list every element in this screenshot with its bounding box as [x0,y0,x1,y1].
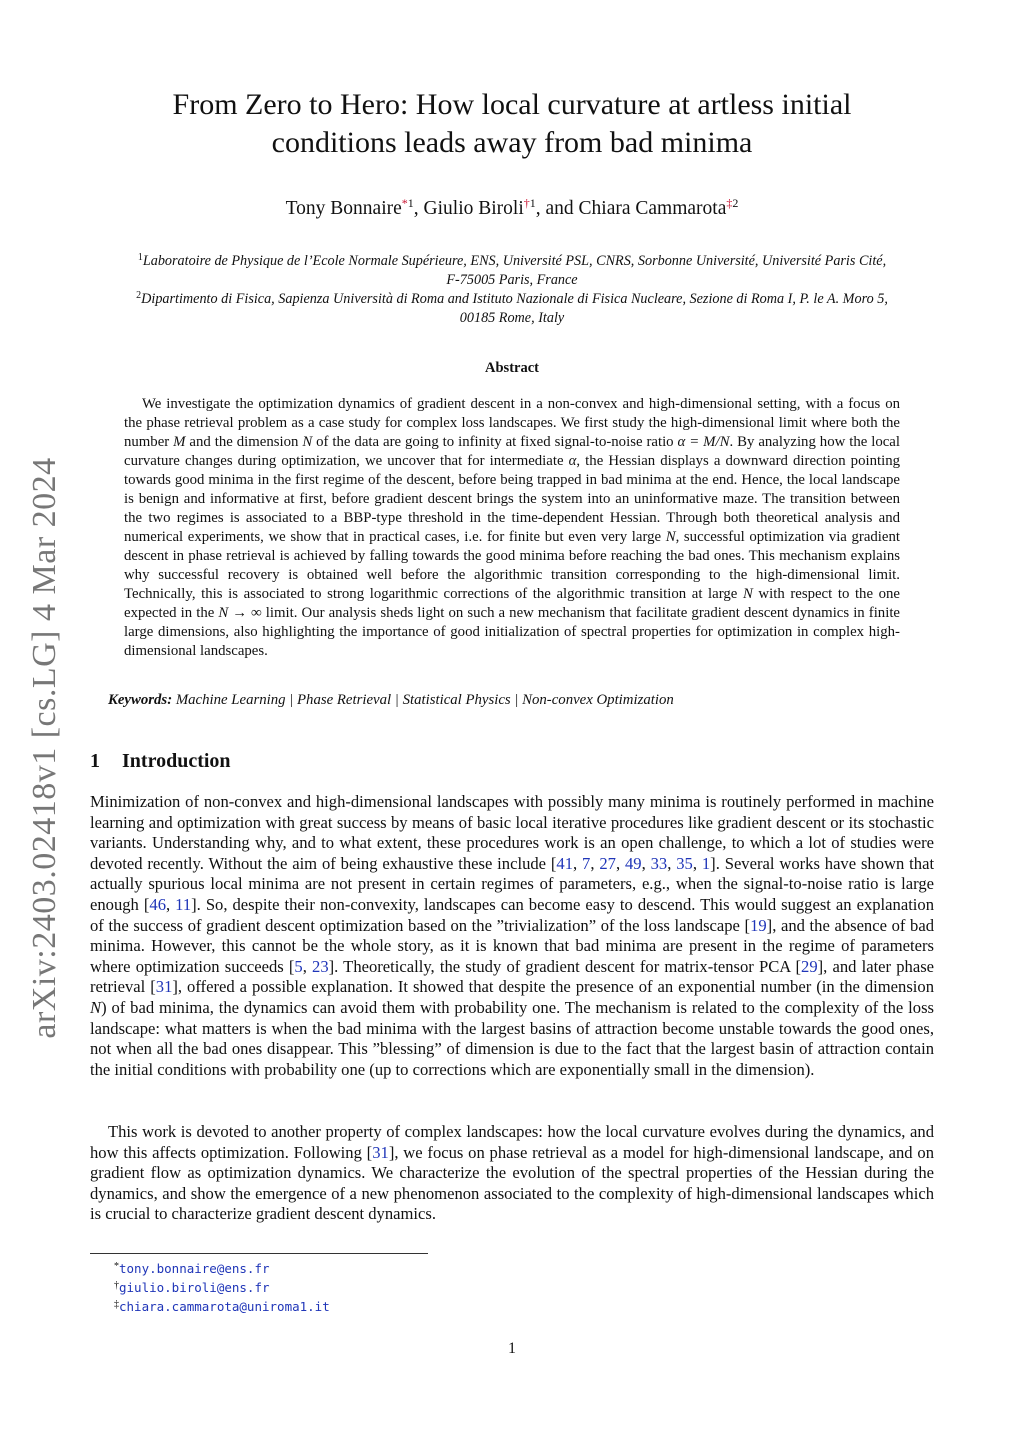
math-symbol: N [742,586,753,602]
author-separator: , [413,198,424,219]
affiliation-line: Dipartimento di Fisica, Sapienza Università di Roma and Istituto Nazionale di Fisica Nucleare, Sezione di Roma I, P. le A. Moro 5, [141,291,888,307]
intro-paragraph-1: Minimization of non-convex and high-dimensional landscapes with possibly many minima is routinely performed in machine learning and optimization with great success by means of basic local iterative procedures like gradient descent or its stochastic variants. Understanding why, and to what extent, these procedures work is an open challenge, to which a lot of studies were devoted recently. Without the aim of being exhaustive these include [41, 7, 27, 49, 33, 35, 1]. Several works have shown that actually spurious local minima are not present in certain regimes of parameters, e.g., when the signal-to-noise ratio is large enough [46, 11]. So, despite their non-convexity, landscapes can become easy to descend. This would suggest an explanation of the success of gradient descent optimization based on the ”trivialization” of the loss landscape [19], and the absence of bad minima. However, this cannot be the whole story, as it is known that bad minima are present in the regime of parameters where optimization succeeds [5, 23]. Theoretically, the study of gradient descent for matrix-tensor PCA [29], and later phase retrieval [31], offered a possible explanation. It showed that despite the presence of an exponential number (in the dimension N) of bad minima, the dynamics can avoid them with probability one. The mechanism is related to the complexity of the loss landscape: what matters is when the bad minima with the largest basins of attraction become unstable towards the good ones, not when all the bad ones disappear. This ”blessing” of dimension is due to the fact that the largest basin of attraction contain the initial conditions with probability one (up to corrections which are exponentially small in the dimension). [90,792,935,1079]
math-symbol: N [90,997,102,1017]
affiliation-1 [90,248,934,290]
keywords-line [108,692,928,709]
paper-title-line-1: From Zero to Hero: How local curvature at artless initial [172,88,852,121]
keywords-label: Keywords: [108,692,173,708]
section-title: Introduction [122,750,231,772]
author-name: Tony Bonnaire [285,198,402,219]
abstract-heading: Abstract [485,360,539,376]
footnote-mark: † [114,1280,119,1291]
email-link[interactable]: giulio.biroli@ens.fr [119,1280,270,1295]
citation-link[interactable]: 19 [750,915,767,935]
author-name: Chiara Cammarota [578,198,727,219]
citation-link[interactable]: 46 [149,894,166,914]
math-symbol: M [173,434,186,450]
author-list [100,196,924,220]
citation-link[interactable]: 27 [599,853,616,873]
footnote-divider [90,1253,428,1254]
section-number: 1 [90,750,100,772]
footnote-mark: * [114,1261,119,1272]
citation-link[interactable]: 41 [556,853,574,873]
footnote-mark: ‡ [114,1299,119,1310]
footnotes [114,1258,614,1315]
citation-link[interactable]: 35 [676,853,693,873]
math-expression: α = M/N [677,434,730,450]
affiliation-2 [90,286,934,328]
affiliation-line: 00185 Rome, Italy [459,310,565,326]
arxiv-identifier: arXiv:2403.02418v1 [cs.LG] 4 Mar 2024 [26,456,63,1039]
abstract-text: We investigate the optimization dynamics of gradient descent in a non-convex and high-dimensional setting, with a focus on the phase retrieval problem as a case study for complex loss landscapes. We first study the high-dimensional limit where both the number M and the dimension N of the data are going to infinity at fixed signal-to-noise ratio α = M/N. By analyzing how the local curvature changes during optimization, we uncover that for intermediate α, the Hessian displays a downward direction pointing towards good minima in the first regime of the descent, before being trapped in bad minima at the end. Hence, the local landscape is benign and informative at first, before gradient descent brings the system into an uninformative maze. The transition between the two regimes is associated to a BBP-type threshold in the time-dependent Hessian. Through both theoretical analysis and numerical experiments, we show that in practical cases, i.e. for finite but even very large N, successful optimization via gradient descent in phase retrieval is achieved by falling towards the good minima before reaching the bad ones. This mechanism explains why successful recovery is obtained well before the algorithmic transition corresponding to the high-dimensional limit. Technically, this is associated to strong logarithmic corrections of the algorithmic transition at large N with respect to the one expected in the N → ∞ limit. Our analysis sheds light on such a new mechanism that facilitate gradient descent dynamics in finite large dimensions, also highlighting the importance of good initialization of spectral properties for optimization in complex high-dimensional landscapes. [124,396,900,659]
author-mark: ‡ [726,196,733,210]
author-name: Giulio Biroli [423,198,524,219]
citation-link[interactable]: 23 [312,956,329,976]
keywords-values: Machine Learning | Phase Retrieval | Statistical Physics | Non-convex Optimization [175,692,674,708]
email-link[interactable]: chiara.cammarota@uniroma1.it [119,1299,330,1314]
citation-link[interactable]: 31 [372,1142,389,1162]
arxiv-sidebar [14,455,76,1040]
section-heading-introduction [90,750,490,773]
math-expression: N → ∞ [218,605,262,621]
math-symbol: N [302,434,313,450]
author-affil-number: 1 [407,196,414,210]
affiliation-line: F-75005 Paris, France [446,272,578,288]
citation-link[interactable]: 29 [801,956,818,976]
author-affil-number: 2 [732,196,739,210]
math-symbol: α [568,453,577,469]
affiliation-number: 2 [136,290,142,301]
author-mark: * [401,196,408,210]
intro-paragraph-2: This work is devoted to another property of complex landscapes: how the local curvature evolves during the dynamics, and how this affects optimization. Following [31], we focus on phase retrieval as a model for high-dimensional landscape, and on gradient flow as optimization dynamics. We characterize the evolution of the spectral properties of the Hessian during the dynamics, and show the emergence of a new phenomenon associated to the complexity of high-dimensional landscapes which is crucial to characterize gradient descent dynamics. [90,1122,934,1224]
paper-title-line-2: conditions leads away from bad minima [271,126,753,159]
email-link[interactable]: tony.bonnaire@ens.fr [119,1261,270,1276]
citation-link[interactable]: 7 [582,853,591,873]
affiliation-number: 1 [137,252,143,263]
citation-link[interactable]: 11 [175,894,192,914]
citation-link[interactable]: 33 [650,853,668,873]
affiliation-line: Laboratoire de Physique de l’Ecole Normale Supérieure, ENS, Université PSL, CNRS, Sorbonne Université, Université Paris Cité, [142,253,887,269]
footnote-item [114,1296,614,1315]
citation-link[interactable]: 31 [155,977,173,997]
page-number: 1 [508,1340,516,1357]
citation-link[interactable]: 49 [625,853,642,873]
author-separator: , and [535,198,579,219]
author-mark: † [523,196,530,210]
math-symbol: N [665,529,676,545]
citation-link[interactable]: 5 [294,956,303,976]
footnote-item [114,1258,614,1277]
footnote-item [114,1277,614,1296]
citation-link[interactable]: 1 [701,853,711,873]
author-affil-number: 1 [529,196,536,210]
